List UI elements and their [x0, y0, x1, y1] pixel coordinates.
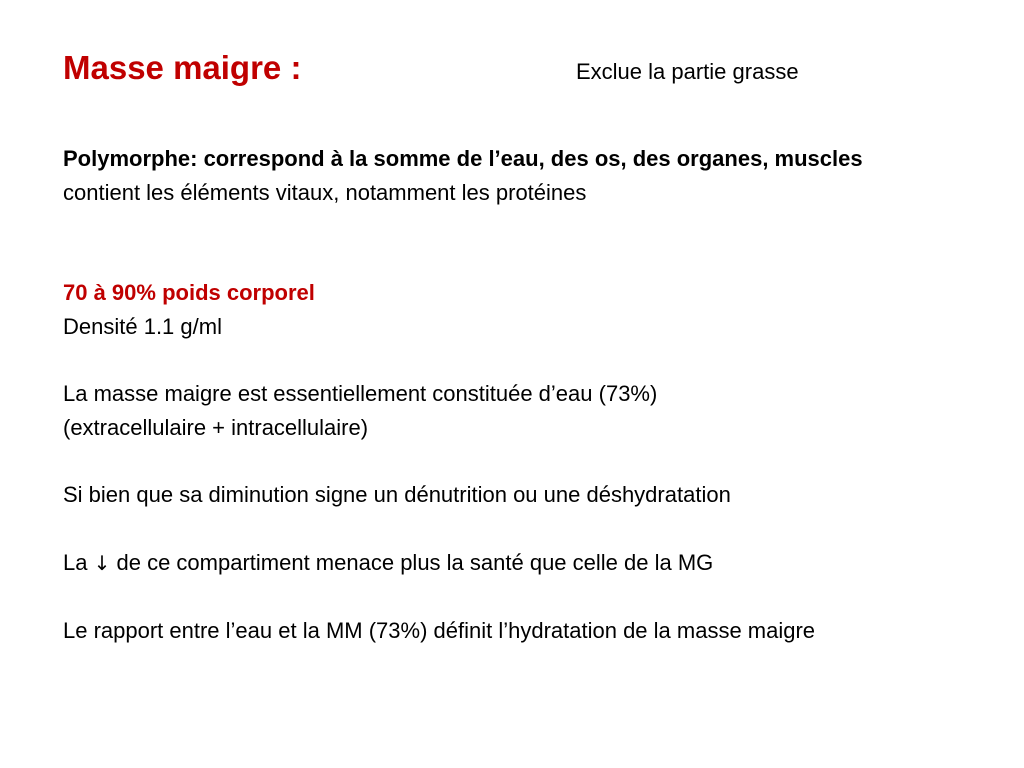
- ratio-line: Le rapport entre l’eau et la MM (73%) définit l’hydratation de la masse maigre: [63, 618, 816, 643]
- menace-prefix: La: [63, 549, 88, 575]
- slide-subtitle: Exclue la partie grasse: [576, 59, 799, 84]
- density-line: Densité 1.1 g/ml: [63, 313, 222, 339]
- menace-suffix: de ce compartiment menace plus la santé que celle de la MG: [116, 549, 714, 575]
- percentage-line: 70 à 90% poids corporel: [63, 280, 315, 305]
- slide-title: Masse maigre :: [63, 49, 302, 86]
- water-line-1: La masse maigre est essentiellement constituée d’eau (73%): [63, 381, 658, 406]
- slide-body: [63, 142, 963, 648]
- water-line-2: (extracellulaire + intracellulaire): [63, 414, 369, 440]
- definition-line: Polymorphe: correspond à la somme de l’eau, des os, des organes, muscles: [63, 146, 863, 171]
- definition-line-2: contient les éléments vitaux, notamment les protéines: [63, 179, 587, 205]
- down-arrow-icon: ↓: [93, 550, 111, 575]
- menace-line: [63, 546, 963, 581]
- decrease-line: Si bien que sa diminution signe un dénutrition ou une déshydratation: [63, 482, 731, 507]
